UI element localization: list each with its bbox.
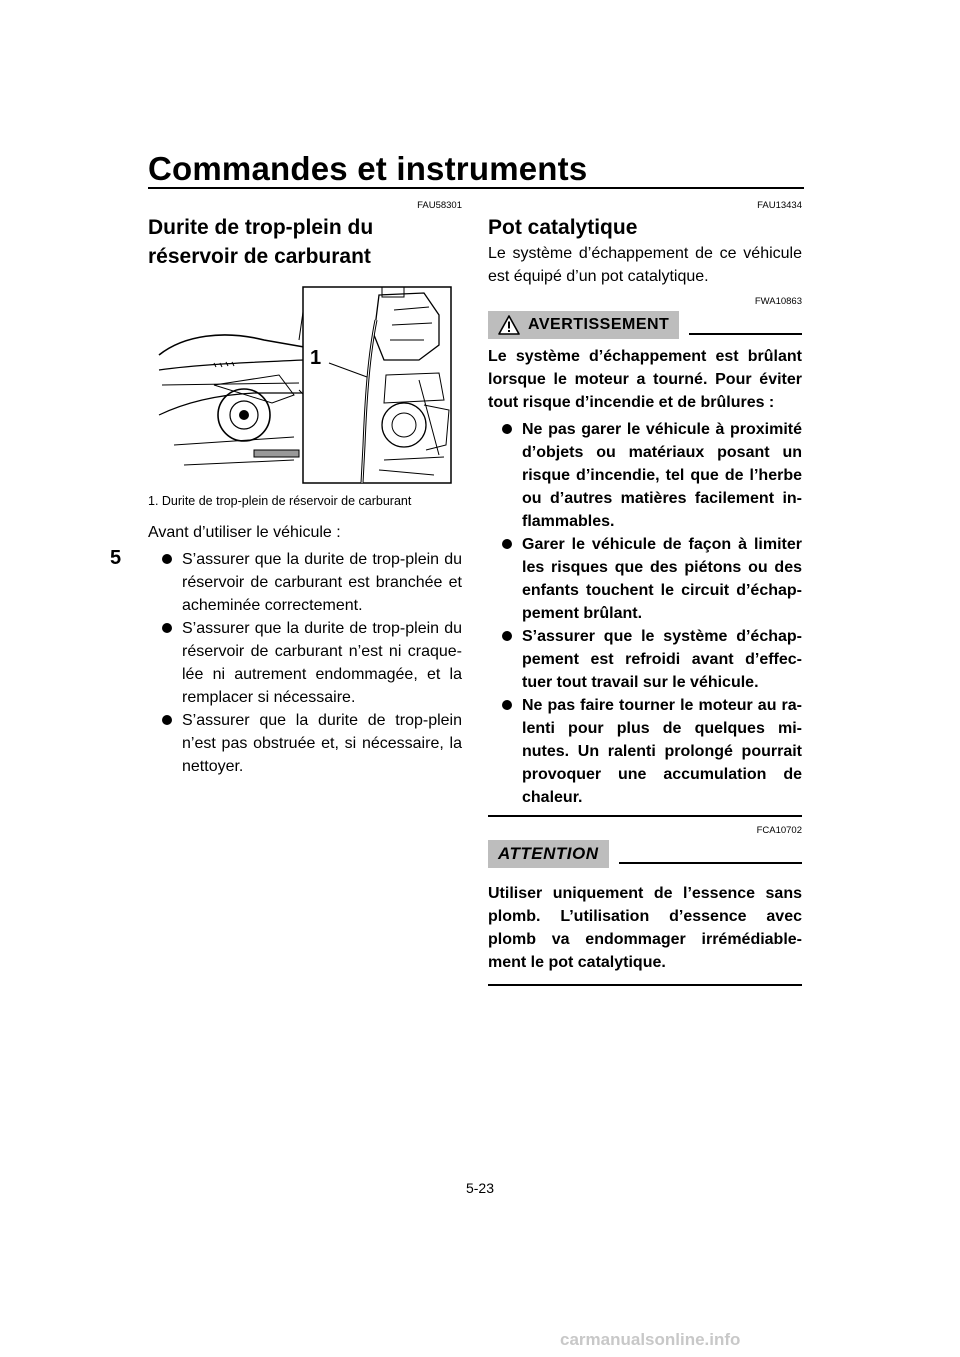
bullet-icon — [502, 700, 512, 710]
attention-header-rule — [619, 862, 802, 864]
list-item: Garer le véhicule de façon à limiter les risques que des piétons ou des enfants touchent le circuit d’échap-pement brûlant. — [488, 533, 802, 625]
chapter-number: 5 — [110, 547, 122, 569]
bullet-icon — [162, 554, 172, 564]
list-item: S’assurer que la durite de trop-plein n’est pas obstruée et, si nécessaire, la nettoyer. — [148, 709, 462, 778]
warning-badge — [488, 311, 679, 339]
left-column — [148, 200, 462, 778]
fuel-tank-overflow-hose-figure — [154, 285, 454, 485]
attention-header — [488, 840, 802, 868]
figure-callout-1: 1 — [310, 347, 322, 369]
warning-end-rule — [488, 815, 802, 817]
bullet-icon — [162, 623, 172, 633]
warning-lead: Le système d’échappement est brûlant lorsque le moteur a tourné. Pour éviter tout risque d’incendie et de brûlures : — [488, 348, 802, 411]
attention-body — [488, 882, 802, 974]
attention-badge — [488, 840, 609, 868]
watermark: carmanualsonline.info — [560, 1330, 741, 1349]
warning-label: AVERTISSEMENT — [528, 316, 670, 333]
attention-label: ATTENTION — [498, 844, 599, 863]
section-heading: Durite de trop-plein du réservoir de carburant — [148, 216, 374, 268]
figure-caption: 1. Durite de trop-plein de réservoir de carburant — [148, 494, 412, 508]
bullet-icon — [502, 631, 512, 641]
warning-header — [488, 311, 802, 339]
page-number: 5-23 — [465, 1180, 495, 1196]
bullet-icon — [162, 715, 172, 725]
bullet-icon — [502, 424, 512, 434]
warning-header-rule — [689, 333, 802, 335]
attention-end-rule — [488, 984, 802, 986]
check-list — [148, 548, 462, 778]
section-code: FAU58301 — [417, 200, 462, 211]
warning-list — [488, 418, 802, 809]
attention-code: FCA10702 — [756, 825, 802, 836]
warning-triangle-icon — [498, 315, 520, 335]
intro-text: Avant d’utiliser le véhicule : — [148, 524, 341, 541]
warning-code: FWA10863 — [754, 296, 802, 307]
right-column — [488, 200, 802, 986]
illustration — [154, 285, 454, 485]
list-item: Ne pas garer le véhicule à proximité d’objets ou matériaux posant un risque d’incendie, tel que de l’herbe ou d’autres matières facilement in-flammables. — [488, 418, 802, 533]
bullet-icon — [502, 539, 512, 549]
intro-text: Le système d’échappement de ce véhicule est équipé d’un pot catalytique. — [488, 245, 802, 285]
list-item: S’assurer que la durite de trop-plein du réservoir de carburant est branchée et acheminée correctement. — [148, 548, 462, 617]
attention-text: Utiliser uniquement de l’essence sans plomb. L’utilisation d’essence avec plomb va endommager irrémédiable-ment le pot catalytique. — [488, 885, 802, 971]
list-item: Ne pas faire tourner le moteur au ra-lenti pour plus de quelques mi-nutes. Un ralenti prolongé pourrait provoquer une accumulation de chaleur. — [488, 694, 802, 809]
section-heading: Pot catalytique — [488, 216, 638, 239]
list-item: S’assurer que la durite de trop-plein du réservoir de carburant n’est ni craque-lée ni autrement endommagée, et la remplacer si nécessaire. — [148, 617, 462, 709]
list-item: S’assurer que le système d’échap-pement est refroidi avant d’effec-tuer tout travail sur le véhicule. — [488, 625, 802, 694]
warning-body — [488, 345, 802, 809]
page-title: Commandes et instruments — [148, 150, 588, 187]
title-rule — [148, 187, 804, 189]
section-code: FAU13434 — [757, 200, 802, 211]
